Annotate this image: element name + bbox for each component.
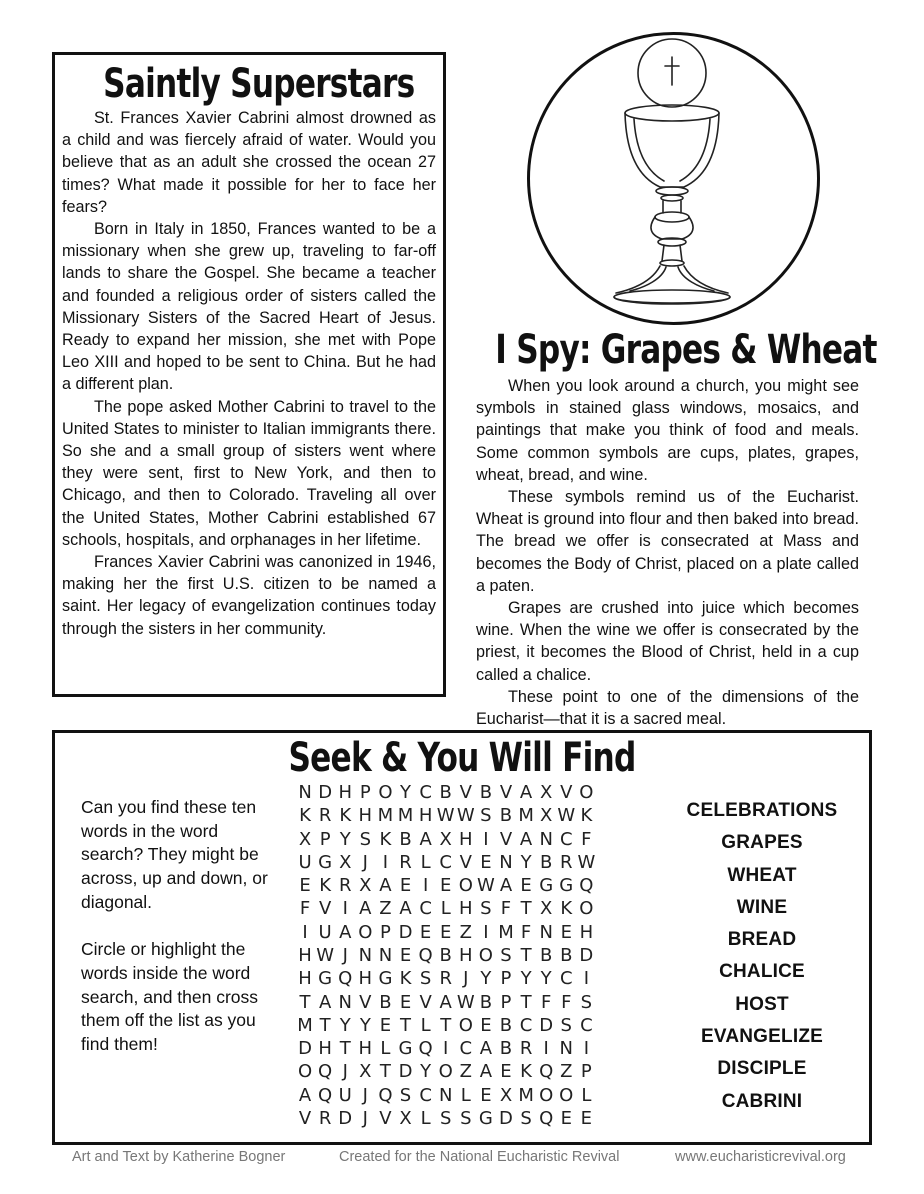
grid-letter[interactable]: N [539, 921, 553, 943]
grid-letter[interactable]: W [456, 805, 475, 827]
grid-letter[interactable]: P [580, 1061, 592, 1083]
grid-letter[interactable]: E [580, 1107, 593, 1129]
grid-letter[interactable]: I [443, 1038, 449, 1060]
grid-letter[interactable]: W [456, 991, 475, 1013]
grid-letter[interactable]: Y [420, 1061, 432, 1083]
grid-letter[interactable]: Q [318, 1084, 333, 1106]
ispy-paragraph: These point to one of the dimensions of the Eucharist—that it is a sacred meal. [476, 687, 859, 729]
grid-row[interactable] [295, 804, 596, 827]
grid-letter[interactable]: M [297, 1014, 313, 1036]
grid-letter[interactable]: T [400, 1014, 412, 1036]
word-list-item[interactable]: DISCIPLE [717, 1058, 807, 1080]
grid-letter[interactable]: B [399, 828, 412, 850]
grid-letter[interactable]: D [398, 921, 413, 943]
grid-letter[interactable]: Q [378, 1084, 393, 1106]
grid-letter[interactable]: A [519, 828, 533, 850]
footer-url[interactable]: www.eucharisticrevival.org [675, 1149, 846, 1165]
grid-letter[interactable]: C [559, 828, 573, 850]
grid-letter[interactable]: Q [418, 944, 433, 966]
grid-letter[interactable]: S [500, 944, 512, 966]
grid-letter[interactable]: T [319, 1014, 331, 1036]
footer-created: Created for the National Eucharistic Revival [339, 1149, 620, 1165]
grid-letter[interactable]: W [316, 944, 335, 966]
grid-letter[interactable]: E [440, 921, 452, 943]
grid-letter[interactable]: A [359, 898, 372, 920]
grid-letter[interactable]: B [439, 782, 452, 804]
i-spy-title: I Spy: Grapes & Wheat [495, 327, 877, 373]
grid-letter[interactable]: A [399, 898, 412, 920]
grid-letter[interactable]: X [540, 782, 553, 804]
grid-letter[interactable]: C [419, 782, 432, 804]
grid-letter[interactable]: X [359, 1061, 372, 1083]
grid-row[interactable] [295, 874, 596, 897]
grid-letter[interactable]: D [298, 1038, 312, 1060]
grid-letter[interactable]: J [463, 968, 469, 990]
word-list-item[interactable]: HOST [735, 993, 789, 1015]
grid-letter[interactable]: W [557, 805, 576, 827]
grid-letter[interactable]: T [299, 991, 311, 1013]
grid-letter[interactable]: C [459, 1038, 473, 1060]
grid-letter[interactable]: N [539, 828, 553, 850]
grid-letter[interactable]: R [439, 968, 452, 990]
grid-letter[interactable]: R [399, 851, 412, 873]
grid-letter[interactable]: X [339, 851, 352, 873]
grid-letter[interactable]: S [439, 1107, 452, 1129]
grid-letter[interactable]: X [499, 1084, 513, 1106]
word-list-item[interactable]: GRAPES [721, 832, 803, 854]
grid-letter[interactable]: E [480, 1014, 492, 1036]
grid-letter[interactable]: K [379, 828, 392, 850]
grid-letter[interactable]: E [399, 875, 412, 897]
ispy-paragraph: These symbols remind us of the Eucharist. Wheat is ground into flour and then baked into bread. The bread we offer is consecrated at Mass and becomes the Body of Christ, placed on a plate called a paten. [476, 488, 859, 595]
grid-letter[interactable]: G [378, 968, 393, 990]
grid-letter[interactable]: S [560, 1014, 572, 1036]
grid-letter[interactable]: K [299, 805, 311, 827]
grid-letter[interactable]: E [299, 875, 311, 897]
grid-row[interactable] [295, 967, 596, 990]
grid-letter[interactable]: Q [539, 1107, 554, 1129]
grid-letter[interactable]: F [500, 898, 512, 920]
instructions-paragraph: Circle or highlight the words inside the word search, and then cross them off the list as you find them! [81, 939, 259, 1055]
grid-letter[interactable]: A [479, 1038, 493, 1060]
grid-letter[interactable]: H [298, 968, 312, 990]
grid-letter[interactable]: X [298, 828, 312, 850]
grid-letter[interactable]: G [539, 875, 554, 897]
grid-letter[interactable]: V [318, 898, 332, 920]
grid-letter[interactable]: A [479, 1061, 493, 1083]
word-list-item[interactable]: EVANGELIZE [701, 1026, 823, 1048]
grid-letter[interactable]: J [362, 851, 368, 873]
grid-letter[interactable]: V [298, 1107, 312, 1129]
grid-letter[interactable]: Q [318, 1061, 333, 1083]
grid-letter[interactable]: I [543, 1038, 549, 1060]
word-search-instructions [81, 796, 271, 1057]
grid-letter[interactable]: B [499, 1038, 513, 1060]
grid-letter[interactable]: Q [579, 875, 594, 897]
grid-letter[interactable]: M [518, 805, 534, 827]
grid-letter[interactable]: R [318, 805, 332, 827]
grid-letter[interactable]: Z [379, 898, 392, 920]
grid-letter[interactable]: L [420, 1014, 431, 1036]
grid-letter[interactable]: L [420, 851, 431, 873]
grid-letter[interactable]: E [399, 991, 412, 1013]
grid-letter[interactable]: A [499, 875, 513, 897]
grid-letter[interactable]: X [399, 1107, 412, 1129]
grid-letter[interactable]: Q [338, 968, 353, 990]
grid-letter[interactable]: L [440, 898, 451, 920]
grid-letter[interactable]: Z [560, 1061, 573, 1083]
grid-letter[interactable]: Y [520, 851, 532, 873]
grid-letter[interactable]: S [480, 898, 492, 920]
grid-letter[interactable]: N [358, 944, 373, 966]
grid-letter[interactable]: P [359, 782, 371, 804]
grid-letter[interactable]: I [342, 898, 348, 920]
grid-letter[interactable]: E [500, 1061, 512, 1083]
grid-letter[interactable]: H [358, 1038, 373, 1060]
grid-letter[interactable]: L [380, 1038, 391, 1060]
grid-letter[interactable]: Y [339, 1014, 351, 1036]
grid-letter[interactable]: U [318, 921, 332, 943]
grid-letter[interactable]: C [439, 851, 452, 873]
grid-letter[interactable]: S [580, 991, 593, 1013]
grid-letter[interactable]: E [399, 944, 412, 966]
grid-letter[interactable]: A [519, 782, 533, 804]
grid-letter[interactable]: S [520, 1107, 532, 1129]
grid-letter[interactable]: B [560, 944, 573, 966]
grid-letter[interactable]: H [338, 782, 352, 804]
grid-letter[interactable]: C [519, 1014, 533, 1036]
grid-letter[interactable]: N [338, 991, 352, 1013]
grid-letter[interactable]: A [339, 921, 352, 943]
word-search-box [52, 730, 872, 1145]
grid-letter[interactable]: V [499, 782, 513, 804]
grid-letter[interactable]: K [319, 875, 332, 897]
saints-paragraph: The pope asked Mother Cabrini to travel to the United States to minister to Italian immigrants there. So she and a small group of sisters went where they were sent, first to New York, and then to Chicago, and then to Colorado. Traveling all over the United States, Mother Cabrini established 67 schools, hospitals, and orphanages in her lifetime. [62, 397, 436, 549]
grid-letter[interactable]: V [499, 828, 513, 850]
grid-letter[interactable]: R [560, 851, 573, 873]
grid-letter[interactable]: J [362, 1084, 368, 1106]
word-list [667, 795, 857, 1118]
grid-letter[interactable]: E [480, 1084, 492, 1106]
grid-letter[interactable]: O [579, 782, 594, 804]
grid-letter[interactable]: Q [418, 1038, 433, 1060]
grid-letter[interactable]: J [342, 944, 348, 966]
grid-letter[interactable]: D [338, 1107, 353, 1129]
word-list-item[interactable]: CABRINI [721, 1090, 803, 1112]
grid-letter[interactable]: A [298, 1084, 312, 1106]
i-spy-text [476, 375, 859, 730]
grid-letter[interactable]: T [440, 1014, 452, 1036]
grid-row[interactable] [295, 851, 596, 874]
grid-row[interactable] [295, 897, 596, 920]
grid-letter[interactable]: I [422, 875, 429, 897]
grid-letter[interactable]: U [338, 1084, 352, 1106]
grid-letter[interactable]: G [318, 851, 333, 873]
grid-letter[interactable]: P [379, 921, 391, 943]
grid-row[interactable] [295, 1060, 596, 1083]
grid-letter[interactable]: H [318, 1038, 332, 1060]
grid-letter[interactable]: N [438, 1084, 453, 1106]
saints-paragraph: Born in Italy in 1850, Frances wanted to be a missionary when she grew up, traveling to far-off lands to share the Gospel. She became a teacher and founded a religious order of sisters called the Missionary Sisters of the Sacred Heart of Jesus. Ready to expand her mission, she met with Pope Leo XIII and hoped to be sent to China. But he had a different plan. [62, 220, 436, 394]
grid-letter[interactable]: W [577, 851, 596, 873]
saintly-superstars-box [52, 52, 446, 697]
grid-letter[interactable]: P [319, 828, 331, 850]
grid-letter[interactable]: F [299, 898, 311, 920]
grid-letter[interactable]: Q [539, 1061, 554, 1083]
grid-letter[interactable]: O [559, 1084, 574, 1106]
grid-letter[interactable]: S [480, 805, 492, 827]
grid-letter[interactable]: G [398, 1038, 413, 1060]
grid-letter[interactable]: V [379, 1107, 392, 1129]
grid-letter[interactable]: E [560, 921, 572, 943]
grid-letter[interactable]: V [459, 782, 472, 804]
ispy-paragraph: When you look around a church, you might see symbols in stained glass windows, mosaics, and paintings that make you think of food and meals. Some common symbols are cups, plates, grapes, wheat, bread, and wine. [476, 377, 859, 484]
grid-letter[interactable]: A [379, 875, 392, 897]
grid-letter[interactable]: L [581, 1084, 592, 1106]
grid-letter[interactable]: M [397, 805, 414, 827]
grid-row[interactable] [295, 828, 596, 851]
grid-letter[interactable]: E [419, 921, 432, 943]
grid-letter[interactable]: H [358, 968, 373, 990]
grid-letter[interactable]: H [358, 805, 373, 827]
grid-letter[interactable]: D [499, 1107, 513, 1129]
grid-letter[interactable]: C [419, 1084, 432, 1106]
grid-letter[interactable]: T [520, 944, 532, 966]
grid-letter[interactable]: I [583, 1038, 590, 1060]
grid-letter[interactable]: O [297, 1061, 313, 1083]
grid-letter[interactable]: D [318, 782, 333, 804]
instructions-paragraph: Can you find these ten words in the word search? They might be across, up and down, or diagonal. [81, 797, 268, 912]
grid-letter[interactable]: B [539, 851, 553, 873]
grid-letter[interactable]: J [362, 1107, 368, 1129]
grid-letter[interactable]: I [483, 921, 489, 943]
grid-letter[interactable]: E [520, 875, 532, 897]
grid-letter[interactable]: H [418, 805, 433, 827]
grid-letter[interactable]: Z [459, 1061, 472, 1083]
grid-letter[interactable]: I [483, 828, 489, 850]
grid-letter[interactable]: K [560, 898, 573, 920]
grid-letter[interactable]: W [476, 875, 495, 897]
grid-letter[interactable]: E [379, 1014, 392, 1036]
grid-letter[interactable]: Z [459, 921, 472, 943]
grid-letter[interactable]: C [559, 968, 573, 990]
grid-letter[interactable]: I [302, 921, 308, 943]
grid-letter[interactable]: O [378, 782, 393, 804]
grid-letter[interactable]: Y [520, 968, 532, 990]
grid-letter[interactable]: G [318, 968, 333, 990]
grid-letter[interactable]: N [559, 1038, 573, 1060]
grid-letter[interactable]: M [518, 1084, 534, 1106]
grid-letter[interactable]: K [580, 805, 593, 827]
grid-letter[interactable]: S [460, 1107, 472, 1129]
grid-letter[interactable]: F [581, 828, 592, 850]
grid-letter[interactable]: C [419, 898, 432, 920]
grid-letter[interactable]: D [579, 944, 594, 966]
ispy-paragraph: Grapes are crushed into juice which becomes wine. When the wine we offer is consecrated by the priest, it becomes the Blood of Christ, held in a cup called a chalice. [476, 599, 859, 684]
chalice-illustration [527, 32, 820, 325]
grid-row[interactable] [295, 1037, 596, 1060]
grid-letter[interactable]: M [377, 805, 394, 827]
grid-letter[interactable]: N [298, 782, 312, 804]
grid-letter[interactable]: A [318, 991, 332, 1013]
grid-letter[interactable]: H [459, 828, 473, 850]
grid-letter[interactable]: Y [480, 968, 492, 990]
grid-letter[interactable]: E [480, 851, 492, 873]
grid-letter[interactable]: X [439, 828, 452, 850]
grid-letter[interactable]: O [438, 1061, 453, 1083]
footer [0, 1147, 924, 1169]
grid-letter[interactable]: B [499, 805, 513, 827]
grid-letter[interactable]: J [342, 1061, 348, 1083]
saints-paragraph: Frances Xavier Cabrini was canonized in 1946, making her the first U.S. citizen to be named a saint. Her legacy of evangelization continues today through the sisters in her community. [62, 553, 436, 638]
grid-letter[interactable]: P [500, 991, 512, 1013]
grid-row[interactable] [295, 944, 596, 967]
grid-letter[interactable]: I [382, 851, 389, 873]
grid-letter[interactable]: G [478, 1107, 493, 1129]
grid-letter[interactable]: R [318, 1107, 332, 1129]
grid-letter[interactable]: T [520, 898, 532, 920]
grid-letter[interactable]: B [539, 944, 553, 966]
grid-letter[interactable]: A [439, 991, 452, 1013]
grid-letter[interactable]: O [579, 898, 594, 920]
grid-letter[interactable]: K [520, 1061, 532, 1083]
saintly-superstars-text [62, 107, 436, 640]
grid-letter[interactable]: E [560, 1107, 572, 1129]
grid-letter[interactable]: H [459, 898, 473, 920]
grid-letter[interactable]: S [419, 968, 432, 990]
grid-letter[interactable]: N [378, 944, 393, 966]
grid-letter[interactable]: X [540, 898, 553, 920]
grid-letter[interactable]: N [499, 851, 513, 873]
grid-letter[interactable]: L [420, 1107, 431, 1129]
grid-letter[interactable]: B [439, 944, 452, 966]
grid-row[interactable] [295, 921, 596, 944]
grid-row[interactable] [295, 990, 596, 1013]
grid-letter[interactable]: T [520, 991, 532, 1013]
grid-letter[interactable]: F [540, 991, 552, 1013]
grid-letter[interactable]: I [583, 968, 590, 990]
grid-letter[interactable]: H [579, 921, 594, 943]
grid-row[interactable] [295, 781, 596, 804]
chalice-icon [530, 35, 817, 322]
word-list-item[interactable]: CHALICE [719, 961, 805, 983]
grid-letter[interactable]: O [458, 875, 473, 897]
grid-letter[interactable]: X [540, 805, 553, 827]
grid-letter[interactable]: G [559, 875, 574, 897]
saints-paragraph: St. Frances Xavier Cabrini almost drowned as a child and was fiercely afraid of water. Would you believe that as an adult she crossed the ocean 27 times? What made it possible for her to face her fears? [62, 109, 436, 216]
grid-letter[interactable]: P [500, 968, 512, 990]
grid-letter[interactable]: O [458, 1014, 473, 1036]
grid-letter[interactable]: R [338, 875, 352, 897]
word-list-item[interactable]: WHEAT [727, 864, 797, 886]
grid-letter[interactable]: K [339, 805, 352, 827]
grid-letter[interactable]: O [358, 921, 373, 943]
word-list-item[interactable]: CELEBRATIONS [686, 800, 838, 821]
grid-letter[interactable]: L [460, 1084, 471, 1106]
grid-row[interactable] [295, 1107, 596, 1130]
grid-letter[interactable]: B [379, 991, 392, 1013]
grid-letter[interactable]: B [479, 991, 493, 1013]
word-list-item[interactable]: BREAD [727, 929, 797, 951]
grid-letter[interactable]: U [298, 851, 312, 873]
grid-letter[interactable]: F [520, 921, 532, 943]
grid-letter[interactable]: A [419, 828, 432, 850]
grid-letter[interactable]: B [499, 1014, 513, 1036]
grid-letter[interactable]: E [440, 875, 452, 897]
grid-letter[interactable]: R [519, 1038, 533, 1060]
grid-letter[interactable]: V [459, 851, 472, 873]
grid-letter[interactable]: X [359, 875, 372, 897]
grid-letter[interactable]: W [436, 805, 455, 827]
grid-letter[interactable]: O [478, 944, 493, 966]
grid-row[interactable] [295, 1014, 596, 1037]
grid-letter[interactable]: D [539, 1014, 554, 1036]
grid-letter[interactable]: B [479, 782, 493, 804]
grid-letter[interactable]: Y [540, 968, 552, 990]
grid-letter[interactable]: H [298, 944, 312, 966]
grid-letter[interactable]: K [399, 968, 412, 990]
grid-letter[interactable]: V [560, 782, 573, 804]
grid-letter[interactable]: O [539, 1084, 554, 1106]
grid-letter[interactable]: C [580, 1014, 593, 1036]
saintly-superstars-title: Saintly Superstars [103, 61, 415, 107]
grid-letter[interactable]: V [419, 991, 432, 1013]
grid-letter[interactable]: V [359, 991, 372, 1013]
grid-letter[interactable]: T [379, 1061, 391, 1083]
word-search-title: Seek & You Will Find [288, 735, 636, 781]
grid-letter[interactable]: D [398, 1061, 413, 1083]
grid-letter[interactable]: T [339, 1038, 351, 1060]
footer-credit: Art and Text by Katherine Bogner [72, 1149, 286, 1165]
grid-letter[interactable]: S [399, 1084, 412, 1106]
word-list-item[interactable]: WINE [736, 896, 788, 918]
grid-letter[interactable]: Y [400, 782, 412, 804]
grid-row[interactable] [295, 1083, 596, 1106]
grid-letter[interactable]: Y [359, 1014, 371, 1036]
grid-letter[interactable]: H [459, 944, 473, 966]
grid-letter[interactable]: F [561, 991, 572, 1013]
word-search-grid[interactable] [295, 781, 596, 1130]
grid-letter[interactable]: M [498, 921, 514, 943]
grid-letter[interactable]: Y [339, 828, 351, 850]
grid-letter[interactable]: S [359, 828, 372, 850]
